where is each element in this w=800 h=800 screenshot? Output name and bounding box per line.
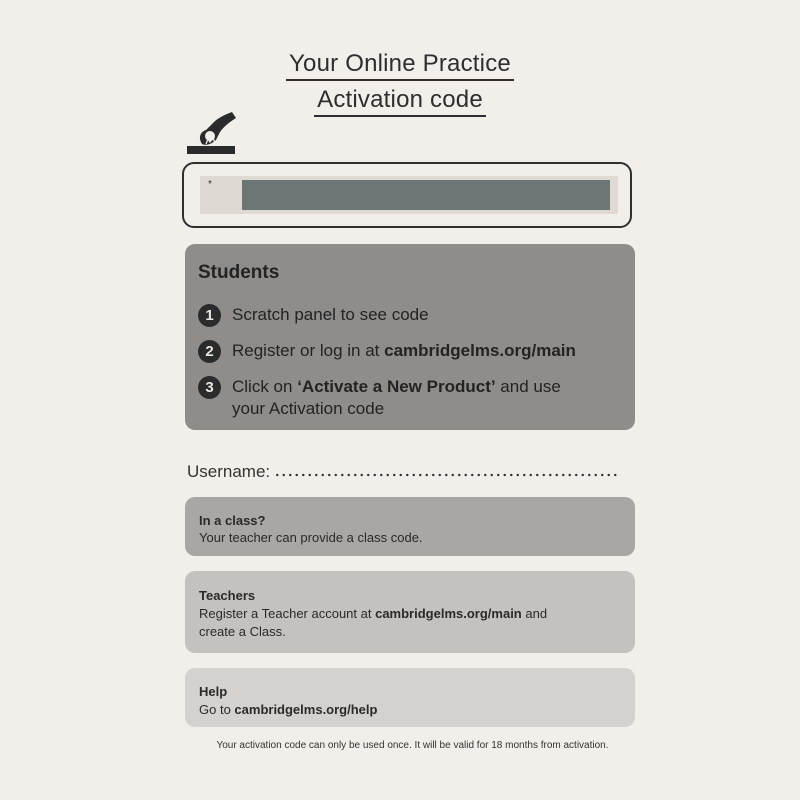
step-text: Scratch panel to see code	[232, 305, 429, 324]
step-text: Register or log in at cambridgelms.org/main	[232, 341, 576, 360]
step-number-badge: 3	[198, 376, 221, 399]
title-line-2: Activation code	[0, 86, 800, 114]
username-dotted-line[interactable]	[274, 473, 619, 477]
step-number-badge: 2	[198, 340, 221, 363]
step-number-badge: 1	[198, 304, 221, 327]
validity-footnote: Your activation code can only be used once. It will be valid for 18 months from activation.	[216, 740, 609, 751]
title-line-1: Your Online Practice	[0, 50, 800, 78]
help-card	[185, 668, 635, 727]
help-text: Go to cambridgelms.org/help	[199, 702, 378, 717]
teachers-text: Register a Teacher account at cambridgelms.org/main and create a Class.	[199, 606, 548, 639]
scratch-panel[interactable]	[242, 180, 610, 210]
in-a-class-card	[185, 497, 635, 556]
username-field[interactable]	[187, 462, 619, 482]
teachers-card	[185, 571, 635, 653]
activation-code-box	[182, 162, 632, 228]
cambridgelms-help-link[interactable]: cambridgelms.org/help	[234, 702, 378, 717]
students-card	[185, 244, 635, 430]
step-text: Click on ‘Activate a New Product’ and use your Activation code	[232, 377, 561, 418]
cambridgelms-main-link[interactable]: cambridgelms.org/main	[384, 341, 576, 360]
help-heading: Help	[199, 684, 228, 699]
hand-scratching-coin-icon	[186, 104, 238, 156]
in-a-class-heading: In a class?	[199, 513, 266, 528]
code-strip	[200, 176, 618, 214]
username-label: Username:	[187, 462, 271, 481]
in-a-class-text: Your teacher can provide a class code.	[199, 530, 423, 545]
teachers-heading: Teachers	[199, 588, 256, 603]
cambridgelms-main-link[interactable]: cambridgelms.org/main	[375, 606, 522, 621]
code-marker: *	[208, 179, 212, 190]
students-heading: Students	[198, 262, 280, 283]
activate-product-emphasis: ‘Activate a New Product’	[297, 377, 496, 396]
